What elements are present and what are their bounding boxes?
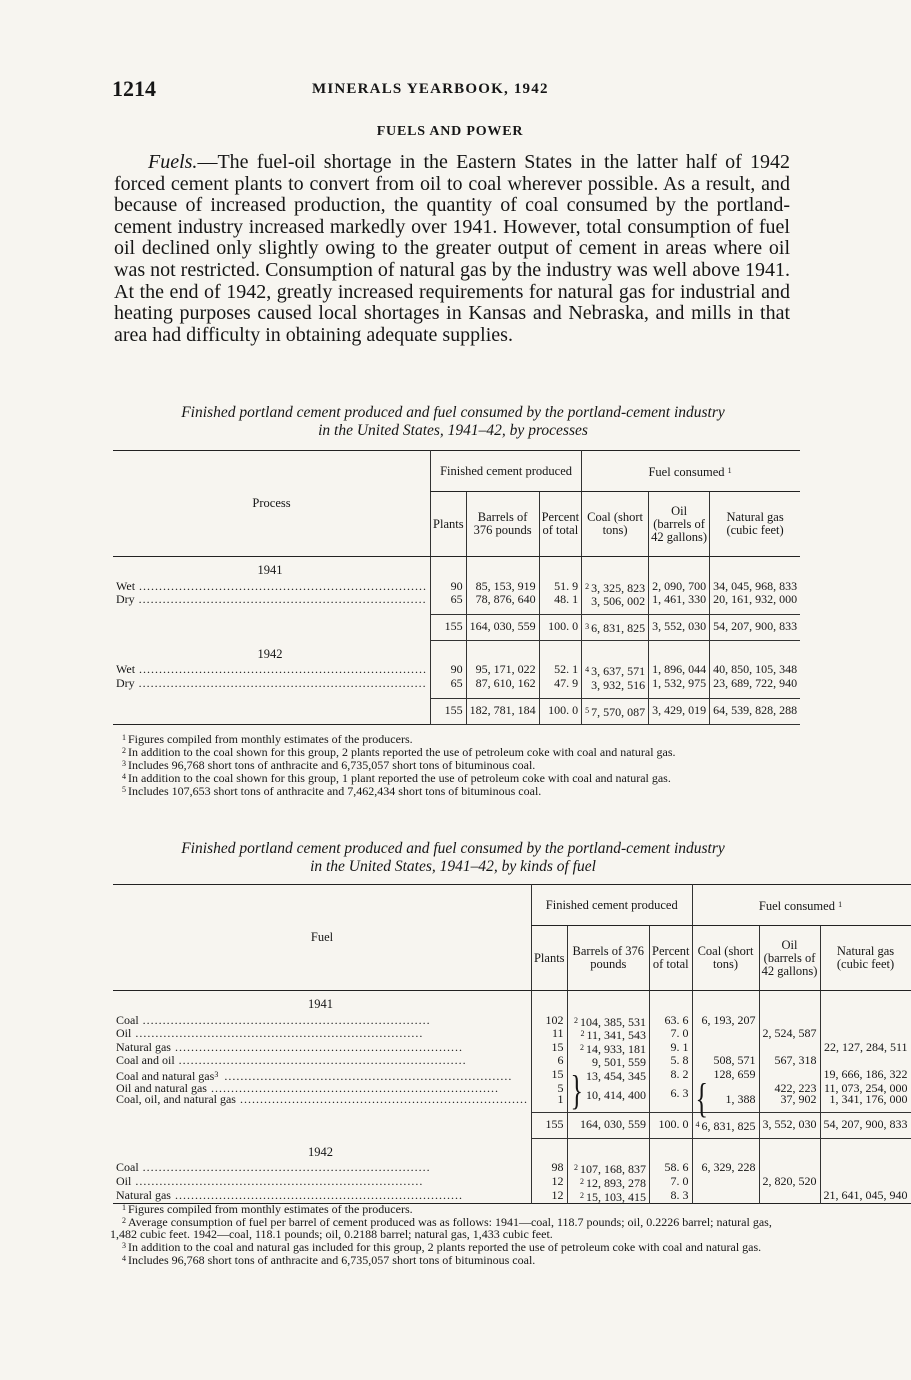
table1-caption-line1: Finished portland cement produced and fuel consumed by the portland-cement industry: [181, 404, 725, 421]
table-row: Oil ..... 12 $^2$ 12, 893, 278 7. 0 2, 820, 520: [113, 1176, 911, 1190]
table1-processes: [113, 450, 800, 725]
table2-col-plants: Plants: [531, 926, 567, 991]
table1-col-percent: Percent of total: [539, 492, 581, 557]
table1-caption: [110, 404, 796, 440]
table2-col-percent: Percent of total: [650, 926, 692, 991]
table1-caption-line2: in the United States, 1941–42, by processes: [318, 422, 588, 439]
table-row: Wet ..... 90 85, 153, 919 51. 9 $^2$ 3, 325, 823 2, 090, 700 34, 045, 968, 833: [113, 581, 800, 595]
table2-col-oil: Oil (barrels of 42 gallons): [759, 926, 820, 991]
table1-footnotes: [110, 732, 790, 797]
table1-col-oil: Oil (barrels of 42 gallons): [649, 492, 710, 557]
table-row: Natural gas ..... 15 $^2$ 14, 933, 181 9. 1 22, 127, 284, 511: [113, 1042, 911, 1056]
table-row: Natural gas ..... 12 $^2$ 15, 103, 415 8. 3 21, 641, 045, 940: [113, 1190, 911, 1204]
table1-total-1941: 155 164, 030, 559 100. 0 $^3$ 6, 831, 825 3, 552, 030 54, 207, 900, 833: [113, 614, 800, 641]
table-row: Dry ..... 65 78, 876, 640 48. 1 3, 506, 002 1, 461, 330 20, 161, 932, 000: [113, 594, 800, 608]
table-row: Wet ..... 90 95, 171, 022 52. 1 $^4$ 3, 637, 571 1, 896, 044 40, 850, 105, 348: [113, 664, 800, 678]
table1-col-barrels: Barrels of 376 pounds: [466, 492, 539, 557]
table1-group-consumed: Fuel consumed $^1$: [582, 451, 801, 492]
section-title: FUELS AND POWER: [376, 124, 524, 139]
table2-group-consumed: Fuel consumed $^1$: [692, 885, 911, 926]
brace-icon: }: [570, 1067, 584, 1114]
table-row: Coal ..... 98 $^2$ 107, 168, 837 58. 6 6, 329, 228: [113, 1162, 911, 1176]
footnote: $^4$ Includes 96,768 short tons of anthracite and 6,735,057 short tons of bituminous coal.: [122, 1253, 536, 1267]
table2-year-1942: 1942: [307, 1144, 333, 1159]
footnote: $^1$ Figures compiled from monthly estimates of the producers.: [122, 732, 413, 746]
table2-total-1941: 155 164, 030, 559 100. 0 $^4$ 6, 831, 825 3, 552, 030 54, 207, 900, 833: [113, 1112, 911, 1139]
footnote: $^2$ Average consumption of fuel per barrel of cement produced was as follows: 1941—coal, 118.7 pounds; oil, 0.2226 barrel; natural gas, 1,482 cubic feet. 1942—coal, 118.1 pounds; oil, 0.2188 barrel; natural gas, 1,433 cubic feet.: [110, 1215, 772, 1241]
intro-lead: Fuels.: [148, 151, 198, 173]
table-row: Dry ..... 65 87, 610, 162 47. 9 3, 932, 516 1, 532, 975 23, 689, 722, 940: [113, 678, 800, 692]
footnote: $^3$ In addition to the coal and natural gas included for this group, 2 plants reported the use of petroleum coke with coal and natural gas.: [122, 1240, 762, 1254]
table-row: Oil and natural gas ..... 5 } 10, 414, 400 6. 3 { 1, 388 422, 223 11, 073, 254, 000: [113, 1083, 911, 1095]
table-row: Coal and oil ..... 6 9, 501, 559 5. 8 508, 571 567, 318: [113, 1055, 911, 1069]
table1-group-produced: Finished cement produced: [431, 451, 582, 492]
intro-text: —The fuel-oil shortage in the Eastern States in the latter half of 1942 forced cement plants to convert from oil to coal wherever possible. As a result, and because of increased production, the quantity of coal consumed by the portland-cement industry increased markedly over 1941. However, total consumption of fuel oil declined only slightly owing to the greater output of cement in areas where oil was not restricted. Consumption of natural gas by the industry was well above 1941. At the end of 1942, greatly increased requirements for natural gas for industrial and heating purposes caused local shortages in Kansas and Nebraska, and mills in that area had difficulty in obtaining adequate supplies.: [114, 151, 790, 346]
footnote: $^5$ Includes 107,653 short tons of anthracite and 7,462,434 short tons of bituminous coal.: [122, 784, 542, 798]
page-number: 1214: [112, 76, 156, 101]
table2-fuels: [113, 884, 911, 1204]
table2-col-coal: Coal (short tons): [692, 926, 759, 991]
table1-year-1941: 1941: [257, 563, 283, 577]
table2-year-1941: 1941: [307, 997, 333, 1011]
page-header: [112, 76, 792, 102]
table-row: Coal and natural gas$^3$ ..... 15 13, 454, 345 8. 2 128, 659 19, 666, 186, 322: [113, 1069, 911, 1083]
table2-row-header: Fuel: [113, 885, 531, 991]
table2-col-gas: Natural gas (cubic feet): [820, 926, 911, 991]
table2-caption: [110, 840, 796, 876]
table1-row-header: Process: [113, 451, 431, 557]
table1-year-1942: 1942: [257, 646, 283, 661]
table-row: Oil ..... 11 $^2$ 11, 341, 543 7. 0 2, 524, 587: [113, 1028, 911, 1042]
table2-footnotes: [110, 1202, 790, 1266]
table1-col-coal: Coal (short tons): [582, 492, 649, 557]
table2-col-barrels: Barrels of 376 pounds: [567, 926, 649, 991]
running-title: MINERALS YEARBOOK, 1942: [312, 81, 549, 97]
table2-caption-line1: Finished portland cement produced and fuel consumed by the portland-cement industry: [181, 840, 725, 857]
footnote: $^2$ In addition to the coal shown for this group, 2 plants reported the use of petroleum coke with coal and natural gas.: [122, 745, 676, 759]
table1-col-gas: Natural gas (cubic feet): [710, 492, 801, 557]
footnote: $^1$ Figures compiled from monthly estimates of the producers.: [122, 1202, 413, 1216]
footnote: $^3$ Includes 96,768 short tons of anthracite and 6,735,057 short tons of bituminous coal.: [122, 758, 536, 772]
table-row: Coal ..... 102 $^2$ 104, 385, 531 63. 6 6, 193, 207: [113, 1015, 911, 1029]
table1-col-plants: Plants: [431, 492, 467, 557]
table1-total-1942: 155 182, 781, 184 100. 0 $^5$ 7, 570, 087 3, 429, 019 64, 539, 828, 288: [113, 698, 800, 725]
table2-group-produced: Finished cement produced: [531, 885, 692, 926]
intro-paragraph: [114, 152, 790, 346]
table2-caption-line2: in the United States, 1941–42, by kinds of fuel: [310, 858, 596, 875]
brace-left-icon: {: [695, 1075, 708, 1122]
table-row: Coal, oil, and natural gas ..... 1 37, 902 1, 341, 176, 000: [113, 1094, 911, 1106]
footnote: $^4$ In addition to the coal shown for this group, 1 plant reported the use of petroleum coke with coal and natural gas.: [122, 771, 671, 785]
